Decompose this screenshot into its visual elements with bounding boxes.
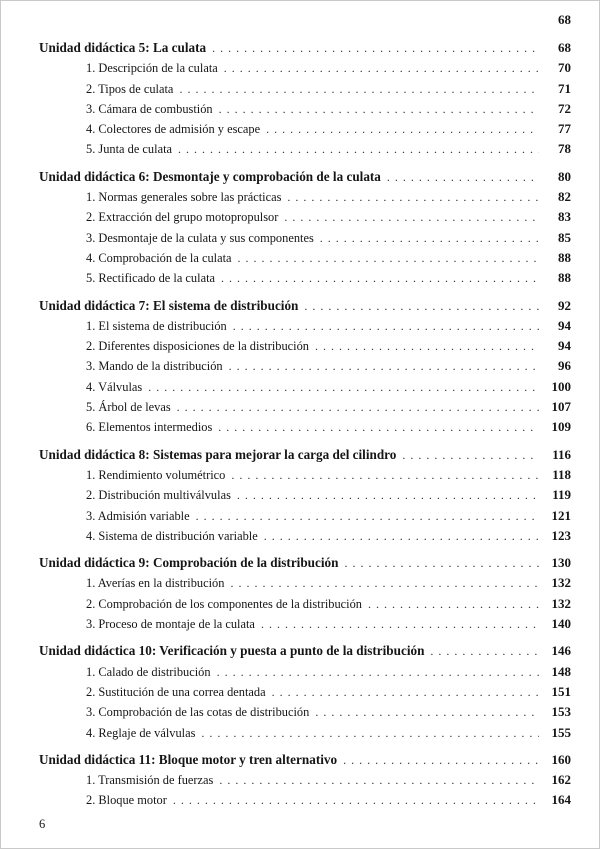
- toc-section: [39, 445, 571, 546]
- toc-section-page: 92: [558, 297, 571, 313]
- toc-item-page: 148: [551, 663, 571, 679]
- toc-section-heading: [39, 553, 571, 573]
- toc-item-label: 3. Mando de la distribución: [86, 359, 223, 374]
- toc-item-page: 123: [551, 527, 571, 543]
- toc-item-label: 4. Válvulas: [86, 379, 143, 394]
- dot-leader: [304, 296, 539, 316]
- toc-item-page: 155: [551, 724, 571, 740]
- toc-item-label: 2. Diferentes disposiciones de la distribución: [86, 339, 309, 354]
- toc-item-label: 4. Comprobación de la culata: [86, 250, 232, 265]
- footer-page-number: 6: [39, 817, 46, 831]
- toc-item-label: 1. Descripción de la culata: [86, 61, 218, 76]
- dot-leader: [343, 750, 539, 770]
- dot-leader: [430, 641, 539, 661]
- toc-item-page: 107: [551, 399, 571, 415]
- dot-leader: [217, 662, 539, 682]
- dot-leader: [368, 594, 539, 614]
- toc-item-page: 153: [551, 704, 571, 720]
- toc-item: [39, 268, 571, 288]
- toc-item: [39, 702, 571, 722]
- toc-item-page: 78: [558, 141, 571, 157]
- toc-section-title: Unidad didáctica 7: El sistema de distribución: [39, 297, 299, 313]
- toc-item: [39, 770, 571, 790]
- toc-item: [39, 248, 571, 268]
- toc-item-label: 5. Rectificado de la culata: [86, 271, 216, 286]
- toc-item: [39, 58, 571, 78]
- dot-leader: [233, 316, 539, 336]
- dot-leader: [344, 553, 539, 573]
- toc-item-label: 3. Proceso de montaje de la culata: [86, 617, 255, 632]
- toc-section-page: 80: [558, 168, 571, 184]
- toc-item-page: 85: [558, 229, 571, 245]
- toc-section-heading: [39, 641, 571, 661]
- dot-leader: [230, 573, 539, 593]
- toc-item-page: 70: [558, 60, 571, 76]
- toc-item: [39, 139, 571, 159]
- dot-leader: [238, 248, 539, 268]
- toc-item-page: 94: [558, 338, 571, 354]
- toc-item-label: 3. Desmontaje de la culata y sus componentes: [86, 230, 314, 245]
- toc-item: [39, 417, 571, 437]
- toc-item: [39, 377, 571, 397]
- dot-leader: [264, 526, 539, 546]
- toc-item-page: 96: [558, 358, 571, 374]
- toc-item-page: 121: [551, 507, 571, 523]
- toc-section-title: Unidad didáctica 11: Bloque motor y tren alternativo: [39, 751, 338, 767]
- toc-item-label: 2. Sustitución de una correa dentada: [86, 684, 266, 699]
- toc-item-page: 118: [552, 466, 571, 482]
- toc-item: [39, 723, 571, 743]
- toc-section-page: 68: [558, 40, 571, 55]
- toc-item-page: 82: [558, 189, 571, 205]
- toc-item-page: 151: [551, 683, 571, 699]
- dot-leader: [218, 417, 539, 437]
- toc-item: [39, 465, 571, 485]
- toc-item-page: 140: [551, 616, 571, 632]
- toc-section-title: Unidad didáctica 9: Comprobación de la distribución: [39, 555, 339, 571]
- toc-item-label: 1. Rendimiento volumétrico: [86, 467, 226, 482]
- toc-item-page: 88: [558, 249, 571, 265]
- dot-leader: [284, 207, 539, 227]
- toc-section-heading: [39, 750, 571, 770]
- carryover-row: [39, 9, 571, 31]
- toc-item: [39, 790, 571, 810]
- toc-item: [39, 207, 571, 227]
- toc-item-label: 3. Comprobación de las cotas de distribución: [86, 705, 310, 720]
- dot-leader: [179, 79, 539, 99]
- toc-item: [39, 187, 571, 207]
- toc-section: [39, 641, 571, 742]
- toc-item: [39, 228, 571, 248]
- toc-item: [39, 614, 571, 634]
- toc-item: [39, 119, 571, 139]
- toc-section: [39, 38, 571, 160]
- dot-leader: [266, 119, 539, 139]
- dot-leader: [402, 445, 539, 465]
- toc-item-page: 71: [558, 80, 571, 96]
- toc-section: [39, 553, 571, 634]
- toc-item: [39, 662, 571, 682]
- dot-leader: [231, 465, 539, 485]
- dot-leader: [237, 485, 539, 505]
- toc-item: [39, 99, 571, 119]
- toc-item-label: 1. Transmisión de fuerzas: [86, 773, 214, 788]
- toc-section-page: 146: [551, 643, 571, 659]
- toc-item-label: 4. Colectores de admisión y escape: [86, 122, 261, 137]
- toc-section: [39, 750, 571, 811]
- toc-item-label: 2. Bloque motor: [86, 793, 167, 808]
- toc-item-label: 1. Calado de distribución: [86, 664, 211, 679]
- toc-item: [39, 573, 571, 593]
- toc-item-page: 132: [551, 595, 571, 611]
- dot-leader: [219, 99, 539, 119]
- toc: [39, 38, 571, 811]
- toc-item: [39, 336, 571, 356]
- dot-leader: [320, 228, 539, 248]
- toc-item: [39, 316, 571, 336]
- toc-item-label: 1. Averías en la distribución: [86, 576, 225, 591]
- dot-leader: [315, 336, 539, 356]
- toc-section: [39, 167, 571, 289]
- toc-item: [39, 506, 571, 526]
- dot-leader: [212, 38, 539, 58]
- dot-leader: [221, 268, 539, 288]
- dot-leader: [148, 377, 539, 397]
- toc-item-label: 5. Junta de culata: [86, 142, 173, 157]
- toc-item-label: 1. Normas generales sobre las prácticas: [86, 190, 282, 205]
- dot-leader: [219, 770, 539, 790]
- toc-item-label: 2. Distribución multiválvulas: [86, 488, 231, 503]
- toc-item-label: 5. Árbol de levas: [86, 400, 171, 415]
- toc-section-heading: [39, 445, 571, 465]
- toc-item-page: 83: [558, 209, 571, 225]
- toc-item-label: 2. Extracción del grupo motopropulsor: [86, 210, 279, 225]
- dot-leader: [196, 506, 539, 526]
- dot-leader: [201, 723, 539, 743]
- toc-item-page: 109: [551, 419, 571, 435]
- toc-item-page: 94: [558, 317, 571, 333]
- toc-item-label: 1. El sistema de distribución: [86, 318, 227, 333]
- dot-leader: [287, 187, 539, 207]
- toc-section-heading: [39, 167, 571, 187]
- toc-item-page: 119: [552, 487, 571, 503]
- toc-item-label: 3. Cámara de combustión: [86, 101, 213, 116]
- toc-item-label: 2. Tipos de culata: [86, 81, 174, 96]
- toc-section-title: Unidad didáctica 8: Sistemas para mejorar la carga del cilindro: [39, 446, 397, 462]
- toc-section-title: Unidad didáctica 5: La culata: [39, 40, 207, 55]
- toc-item-page: 164: [551, 792, 571, 808]
- toc-item-label: 6. Elementos intermedios: [86, 420, 213, 435]
- dot-leader: [387, 167, 539, 187]
- toc-section-title: Unidad didáctica 6: Desmontaje y comprobación de la culata: [39, 168, 381, 184]
- toc-item: [39, 79, 571, 99]
- toc-item: [39, 594, 571, 614]
- toc-item-label: 4. Sistema de distribución variable: [86, 528, 258, 543]
- dot-leader: [177, 397, 539, 417]
- toc-section-title: Unidad didáctica 10: Verificación y puesta a punto de la distribución: [39, 643, 425, 659]
- toc-item-page: 72: [558, 100, 571, 116]
- toc-item-label: 4. Reglaje de válvulas: [86, 725, 196, 740]
- dot-leader: [173, 790, 539, 810]
- toc-item-page: 88: [558, 270, 571, 286]
- toc-section-heading: [39, 296, 571, 316]
- carryover-page-number: 68: [558, 12, 571, 27]
- toc-section: [39, 296, 571, 438]
- toc-item: [39, 356, 571, 376]
- toc-item-label: 3. Admisión variable: [86, 508, 190, 523]
- toc-section-page: 130: [551, 555, 571, 571]
- toc-section-page: 116: [552, 446, 571, 462]
- dot-leader: [261, 614, 539, 634]
- toc-item: [39, 485, 571, 505]
- dot-leader: [229, 356, 539, 376]
- dot-leader: [272, 682, 539, 702]
- dot-leader: [178, 139, 539, 159]
- dot-leader: [224, 58, 539, 78]
- toc-item-page: 77: [558, 121, 571, 137]
- toc-item-page: 132: [551, 575, 571, 591]
- dot-leader: [315, 702, 539, 722]
- toc-item: [39, 682, 571, 702]
- toc-section-page: 160: [551, 751, 571, 767]
- toc-item-page: 100: [551, 378, 571, 394]
- toc-item: [39, 526, 571, 546]
- toc-section-heading: [39, 38, 571, 58]
- toc-page: [1, 1, 599, 811]
- toc-item-page: 162: [551, 772, 571, 788]
- toc-item: [39, 397, 571, 417]
- toc-item-label: 2. Comprobación de los componentes de la distribución: [86, 596, 362, 611]
